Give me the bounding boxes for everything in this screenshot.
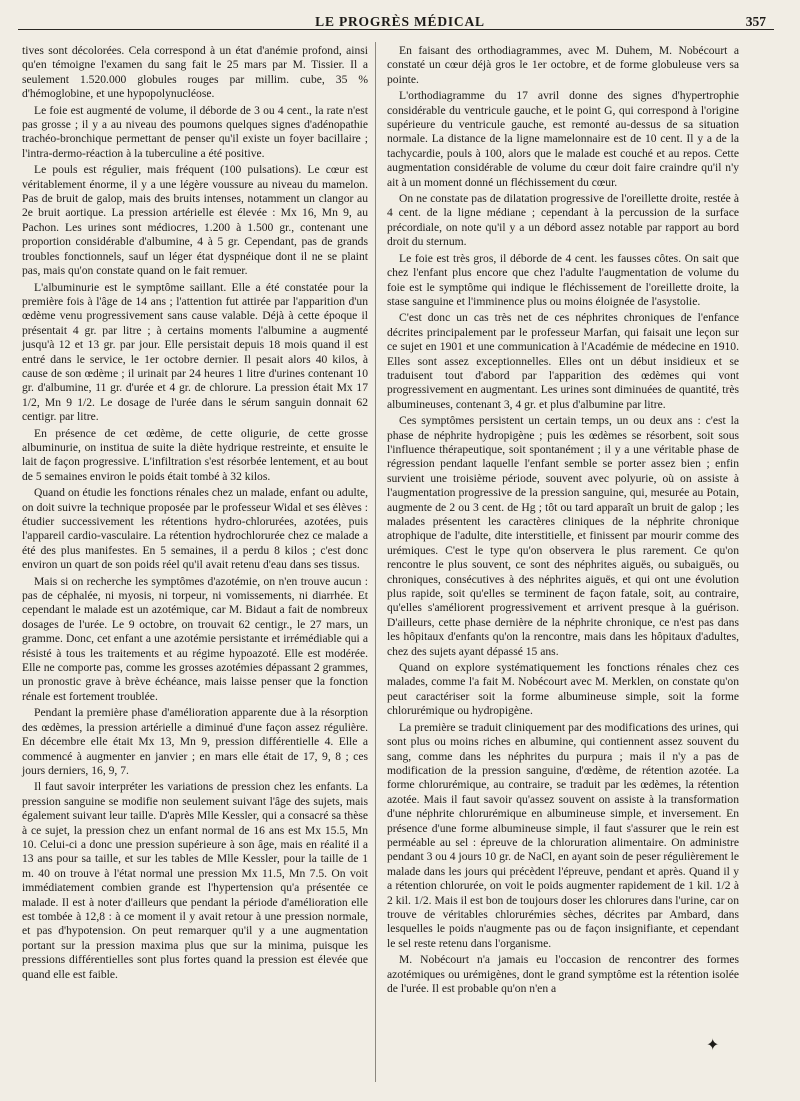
paragraph: L'orthodiagramme du 17 avril donne des signes d'hypertrophie considérable du ventricule gauche, et le point G, qui correspond à l'origine supérieure du ventricule gauche, est remonté au-dessus de sa situation normale. La distance de la ligne mamelonnaire est de 10 cent. Il y a de la tachycardie, pouls à 100, alors que le malade est couché et au repos. Cette augmentation considérable de volume du cœur doit faire craindre qu'il n'y ait à un moment donné un fléchissement du cœur. — [387, 89, 739, 189]
paragraph: Ces symptômes persistent un certain temps, un ou deux ans : c'est la phase de néphrite hydropigène ; puis les œdèmes se résorbent, soit sous l'influence thérapeutique, soit spontanément ; il y a une véritable phase de régression pendant laquelle l'enfant semble se porter assez bien ; enfin survient une troisième période, souvent avec polyurie, où on assiste à l'augmentation progressive de la pression sanguine, qui, mesurée au Potain, augmente de 2 ou 3 cent. de Hg ; tôt ou tard apparaît un bruit de galop ; les malades présentent les caractères cliniques de la néphrite chronique atrophique de l'adulte, dite interstitielle, et finissent par mourir comme des urémiques. C'est le type qu'on observera le plus rarement. Ce qu'on rencontre le plus souvent, ce sont des néphrites aiguës, ou subaiguës, ou chroniques, consécutives à des néphrites aiguës, et qui ont une évolution plus rapide, soit qu'elles se terminent de façon fatale, soit, au contraire, qu'elles s'améliorent progressivement et arrivent presque à la guérison. D'ailleurs, cette phase dernière de la néphrite chronique, ce n'est pas dans les hôpitaux d'enfants qu'on la rencontre, mais dans les hôpitaux d'adultes, chez des sujets ayant dépassé 15 ans. — [387, 414, 739, 658]
paragraph: C'est donc un cas très net de ces néphrites chroniques de l'enfance décrites principalement par le professeur Marfan, qui faisait une leçon sur ce sujet en 1901 et une communication à l'Académie de médecine en 1910. Elles sont assez exceptionnelles. Elles ont un début insidieux et se traduisent tout d'abord par l'apparition des œdèmes qui vont progressivement en augmentant. Les urines sont diminuées de quantité, très albumineuses, contenant 3, 4 gr. et plus d'albumine par litre. — [387, 311, 739, 411]
paragraph: La première se traduit cliniquement par des modifications des urines, qui sont plus ou moins riches en albumine, qui contiennent assez souvent du sang, comme dans les néphrites du purpura ; mais il n'y a pas de modification de la pression sanguine, d'œdème, de rétention azotée. La forme chlorurémique, au contraire, se traduit par les œdèmes, la rétention azotée. Mais il faut savoir qu'assez souvent on assiste à la transformation d'une néphrite chlorurémique en albumineuse simple, et inversement. En présence d'une forme albumineuse simple, il faut s'assurer que le rein est perméable au sel : épreuve de la chloruration alimentaire. On administre pendant 3 ou 4 jours 10 gr. de NaCl, en ayant soin de peser régulièrement le malade dans les jours qui précèdent l'épreuve, pendant et après. Quand il y a rétention chlorurée, on voit le poids augmenter rapidement de 1 kil. 1/2 à 2 kil. 1/2. Mais il est bon de toujours doser les chlorures dans l'urine, car on trouve de véritables chlorurémies sèches, décrites par Ambard, dans lesquelles le poids n'augmente pas ou de façon insignifiante, et cependant le sel reste retenu dans l'organisme. — [387, 720, 739, 950]
running-title: LE PROGRÈS MÉDICAL — [315, 14, 485, 29]
paragraph: Le pouls est régulier, mais fréquent (100 pulsations). Le cœur est véritablement énorme, il y a une légère voussure au niveau du mamelon. Pas de bruit de galop, mais des bruits intenses, notamment un clangor au 2e bruit aortique. La pression artérielle est élevée : Mx 16, Mn 9, au Pachon. Les urines sont médiocres, 1.200 à 1.500 gr., contenant une proportion considérable d'albumine, 4 à 5 gr. Cependant, pas de grands troubles fonctionnels, sauf un léger état dyspnéique dont il ne se plaint pas, mais qu'on constate quand on le fait remuer. — [22, 163, 368, 278]
paragraph: Quand on explore systématiquement les fonctions rénales chez ces malades, comme l'a fait M. Nobécourt avec M. Merklen, on constate qu'on peut caractériser soit la forme albumineuse simple, soit la forme chlorurémique ou hydropigène. — [387, 661, 739, 718]
paragraph: tives sont décolorées. Cela correspond à un état d'anémie profond, ainsi qu'en témoigne l'examen du sang fait le 25 mars par M. Tissier. Il a seulement 1.520.000 globules rouges par millim. cube, 35 % d'hémoglobine, et une hypopolynucléose. — [22, 44, 368, 101]
paragraph: Le foie est augmenté de volume, il déborde de 3 ou 4 cent., la rate n'est pas grosse ; il y a au niveau des poumons quelques signes d'adénopathie trachéo-bronchique permettant de penser qu'il existe un foyer bacillaire ; l'intra-dermo-réaction à la tuberculine a été positive. — [22, 103, 368, 160]
paragraph: En présence de cet œdème, de cette oligurie, de cette grosse albuminurie, on institua de suite la diète hydrique restreinte, et ensuite le lait de façon progressive. L'infiltration s'est résorbée lentement, et au bout de 5 semaines environ le poids était tombé à 32 kilos. — [22, 426, 368, 483]
right-column — [387, 44, 739, 998]
header-rule — [18, 29, 774, 30]
paragraph: Pendant la première phase d'amélioration apparente due à la résorption des œdèmes, la pression artérielle a diminué d'une façon assez régulière. En décembre elle était Mx 13, Mn 9, pression différentielle 4. Elle a commencé à augmenter en janvier ; en mars elle était de 17, 9, 8 ; ces jours derniers, 16, 9, 7. — [22, 706, 368, 777]
paragraph: L'albuminurie est le symptôme saillant. Elle a été constatée pour la première fois à l'âge de 14 ans ; l'attention fut attirée par l'apparition d'un œdème venu progressivement sans cause valable. Déjà à cette époque il présentait 4 gr. par litre ; à certains moments l'albumine a augmenté jusqu'à 12 et 13 gr. par jour. Elle persistait depuis 18 mois quand il est entré dans le service, le 1er octobre dernier. Il pesait alors 40 kilos, à cause de son œdème ; il urinait par 24 heures 1 litre d'urines contenant 10 gr. d'albumine, 11 gr. d'urée et 4 gr. de chlorure. La pression était Mx 17 1/2, Mn 9 1/2. Le dosage de l'urée dans le sérum sanguin donnait 62 centigr. par litre. — [22, 280, 368, 424]
paragraph: Il faut savoir interpréter les variations de pression chez les enfants. La pression sanguine se modifie non seulement suivant l'âge des sujets, mais également suivant leur taille. D'après Mlle Kessler, qui a consacré sa thèse à ce sujet, la pression chez un enfant normal de 16 ans est Mx 15.5, Mn 10. Celui-ci a donc une pression supérieure à son âge, mais en réalité il a 13 ans pour sa taille, et sur les tables de Mlle Kessler, pour la taille de 1 m. 40 on trouve à l'état normal une pression Mx 11.5, Mn 7.5. On voit immédiatement combien grande est l'hypertension qu'a présentée ce malade. Il est à noter d'ailleurs que pendant la période d'amélioration elle est tombée à 12,8 : à ce moment il y avait retour à une pression normale, et pas d'hypotension. On peut remarquer qu'il y a une augmentation portant sur la pression maxima plus que sur la minima, puisque les pressions différentielles sont plus fortes quand la pression est élevée que quand elle est faible. — [22, 780, 368, 981]
paragraph: On ne constate pas de dilatation progressive de l'oreillette droite, restée à 4 cent. de la ligne médiane ; cependant à la percussion de la surface précordiale, on note qu'il y a un débord assez notable par rapport au bord droit du sternum. — [387, 192, 739, 249]
left-column — [22, 44, 368, 984]
column-divider — [375, 42, 376, 1082]
paragraph: Mais si on recherche les symptômes d'azotémie, on n'en trouve aucun : pas de céphalée, ni myosis, ni torpeur, ni vomissements, ni diarrhée. Et cependant le malade est un azotémique, car M. Bidaut a fait de nombreux dosages de l'urée. Le 9 octobre, on trouvait 62 centigr., le 27 mars, un gramme. Donc, cet enfant a une azotémie persistante et irrémédiable qui a résisté à tous les traitements et au régime hypoazoté. Elle est modérée. Elle ne comporte pas, comme les grosses azotémies dépassant 2 grammes, un pronostic grave à brève échéance, mais laisse penser que la fonction rénale est fortement troublée. — [22, 574, 368, 703]
paragraph: M. Nobécourt n'a jamais eu l'occasion de rencontrer des formes azotémiques ou urémigènes, dont le grand symptôme est la rétention isolée de l'urée. Il est probable qu'on n'en a — [387, 953, 739, 995]
paragraph: En faisant des orthodiagrammes, avec M. Duhem, M. Nobécourt a constaté un cœur déjà gros le 1er octobre, et de forme globuleuse vers sa pointe. — [387, 44, 739, 86]
paragraph: Quand on étudie les fonctions rénales chez un malade, enfant ou adulte, on doit suivre la technique proposée par le professeur Widal et ses élèves : étudier successivement les rétentions hydro-chlorurées, azotées, puis l'appareil cardio-vasculaire. La rétention hydrochlorurée chez ce malade a été des plus manifestes. En 5 semaines, il a perdu 8 kilos ; c'est donc environ un quart de son poids réel qu'il avait retenu d'eau dans ses tissus. — [22, 486, 368, 572]
paragraph: Le foie est très gros, il déborde de 4 cent. les fausses côtes. On sait que chez l'enfant plus encore que chez l'adulte l'augmentation de volume du foie est le symptôme qui indique le fléchissement de l'oreillette droite, la stase sanguine et l'imminence plus ou moins éloignée de l'asystolie. — [387, 251, 739, 308]
page-number: 357 — [745, 14, 766, 29]
fleuron-ornament-icon: ✦ — [706, 1037, 720, 1054]
